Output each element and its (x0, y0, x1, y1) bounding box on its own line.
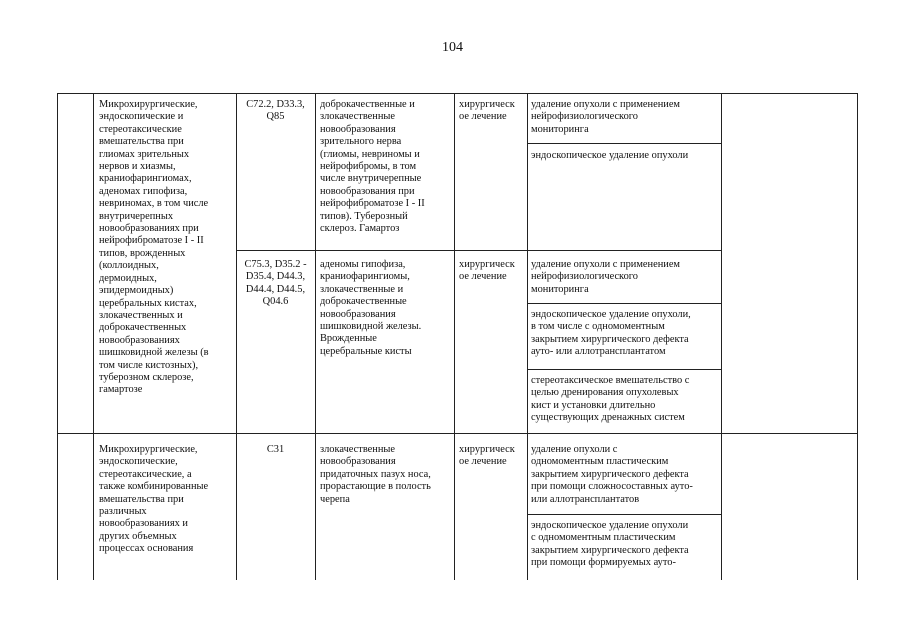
treatment-type: хирургическ ое лечение (459, 444, 515, 468)
table-border-left (57, 93, 58, 580)
table-border-top (57, 93, 857, 94)
column-divider (721, 93, 722, 580)
treatment-method: стереотаксическое вмешательство с целью дренирования опухолевых кист и установки длительно существующих дренажных систем (531, 375, 690, 424)
diagnosis-codes: C75.3, D35.2 - D35.4, D44.3, D44.4, D44.5, Q04.6 (244, 259, 307, 308)
patient-model: аденомы гипофиза, краниофарингиомы, злокачественные и доброкачественные новообразования шишковидной железы. Врожденные церебральные кисты (320, 259, 422, 357)
treatment-method: эндоскопическое удаление опухоли (531, 150, 689, 161)
page-number: 104 (442, 40, 463, 55)
method-divider (527, 143, 721, 144)
diagnosis-codes: C72.2, D33.3, Q85 (246, 99, 305, 123)
treatment-type: хирургическ ое лечение (459, 259, 515, 283)
method-divider (527, 303, 721, 304)
treatment-method: эндоскопическое удаление опухоли с одномоментным пластическим закрытием хирургического дефекта при помощи формируемых ауто- (531, 520, 689, 569)
treatment-method: удаление опухоли с применением нейрофизиологического мониторинга (531, 99, 681, 135)
method-divider (527, 369, 721, 370)
column-divider (315, 93, 316, 580)
treatment-type: хирургическ ое лечение (459, 99, 515, 123)
group-description: Микрохирургические, эндоскопические и стереотаксические вмешательства при глиомах зрительных нервов и хиазмы, краниофарингиомах, аденомах гипофиза, невриномах, в том числе внутричерепных новообразованиях при нейрофиброматозе I - II типов, врожденных (коллоидных, дермоидных, эпидермоидных) церебральных кистах, злокачественных и доброкачественных новообразованиях шишковидной железы (в том числе кистозных), туберозном склерозе, гамартозе (99, 99, 209, 396)
treatment-method: удаление опухоли с одномоментным пластическим закрытием хирургического дефекта при помощи сложносоставных ауто- или аллотрансплантатов (531, 444, 693, 505)
table-border-right (857, 93, 858, 580)
treatment-method: эндоскопическое удаление опухоли, в том числе с одномоментным закрытием хирургического дефекта ауто- или аллотрансплантатом (531, 309, 691, 358)
method-divider (527, 514, 721, 515)
group-description: Микрохирургические, эндоскопические, стереотаксические, а также комбинированные вмешательства при различных новообразованиях и других объемных процессах основания (99, 444, 209, 555)
column-divider (236, 93, 237, 580)
treatment-method: удаление опухоли с применением нейрофизиологического мониторинга (531, 259, 681, 295)
patient-model: доброкачественные и злокачественные новообразования зрительного нерва (глиомы, невриномы и нейрофибромы, в том числе внутричерепные новообразования при нейрофиброматозе I - II типов). Туберозный склероз. Гамартоз (320, 99, 425, 235)
row-divider (57, 433, 857, 434)
diagnosis-codes: C31 (266, 444, 285, 455)
column-divider (93, 93, 94, 580)
patient-model: злокачественные новообразования придаточных пазух носа, прорастающие в полость черепа (320, 444, 431, 505)
column-divider (527, 93, 528, 580)
subrow-divider (236, 250, 721, 251)
column-divider (454, 93, 455, 580)
